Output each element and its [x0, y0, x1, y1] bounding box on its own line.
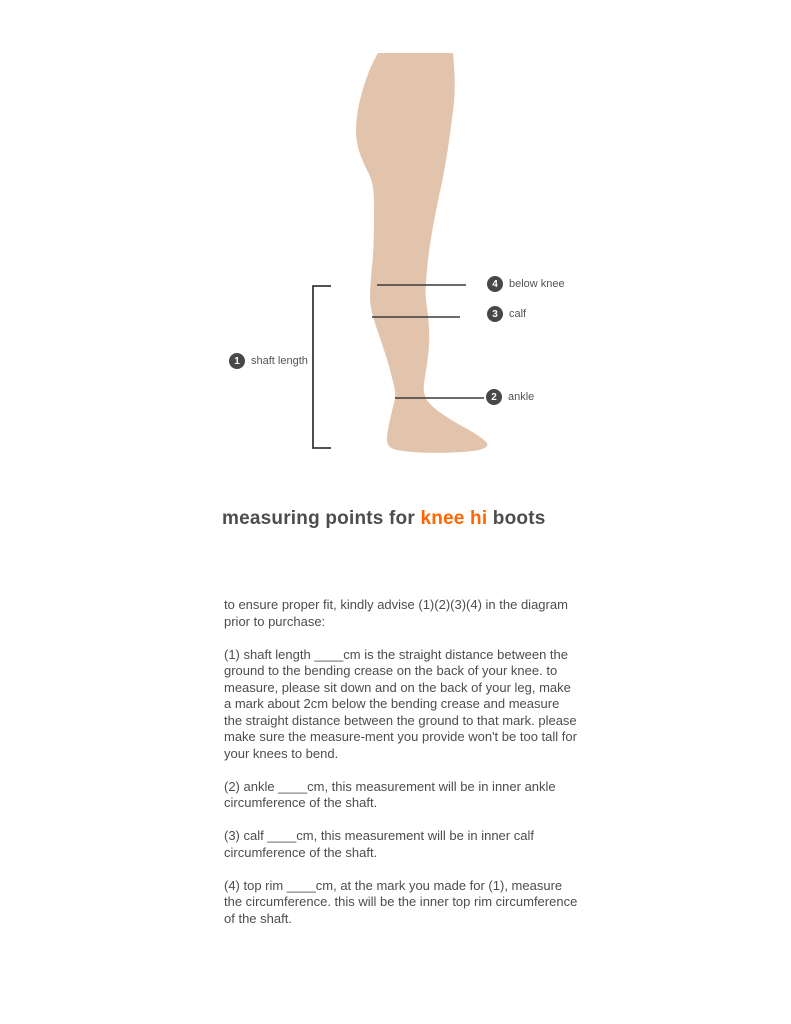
marker-1-label: shaft length	[251, 355, 308, 367]
marker-4-badge: 4	[487, 276, 503, 292]
leg-silhouette	[356, 53, 487, 453]
title-suffix: boots	[487, 508, 546, 529]
top-rim-paragraph: (4) top rim ____cm, at the mark you made for (1), measure the circumference. this will be the inner top rim circumference of the shaft.	[224, 877, 578, 926]
marker-3-label: calf	[509, 308, 527, 320]
marker-below-knee	[487, 276, 565, 292]
page-title	[222, 507, 546, 531]
marker-calf	[487, 306, 526, 322]
marker-3-badge: 3	[487, 306, 503, 322]
marker-ankle	[486, 389, 534, 405]
marker-1-badge: 1	[229, 353, 245, 369]
marker-shaft-length	[229, 353, 308, 369]
instructions	[224, 597, 578, 944]
title-highlight: knee hi	[420, 508, 488, 529]
leg-measurement-diagram	[180, 40, 600, 480]
shaft-length-bracket	[313, 286, 331, 448]
ankle-paragraph: (2) ankle ____cm, this measurement will be in inner ankle circumference of the shaft.	[224, 778, 556, 810]
shaft-length-paragraph: (1) shaft length ____cm is the straight distance between the ground to the bending crease on the back of your knee. to measure, please sit down and on the back of your leg, make a mark about 2cm below the bending crease and measure the straight distance between the ground to that mark. please make sure the measure-ment you provide won't be too tall for your knees to bend.	[224, 646, 577, 761]
marker-4-label: below knee	[509, 278, 565, 290]
marker-2-label: ankle	[508, 391, 535, 403]
intro-paragraph: to ensure proper fit, kindly advise (1)(2)(3)(4) in the diagram prior to purchase:	[224, 597, 568, 629]
title-prefix: measuring points for	[222, 508, 421, 529]
marker-2-badge: 2	[486, 389, 502, 405]
calf-paragraph: (3) calf ____cm, this measurement will be in inner calf circumference of the shaft.	[224, 828, 534, 860]
